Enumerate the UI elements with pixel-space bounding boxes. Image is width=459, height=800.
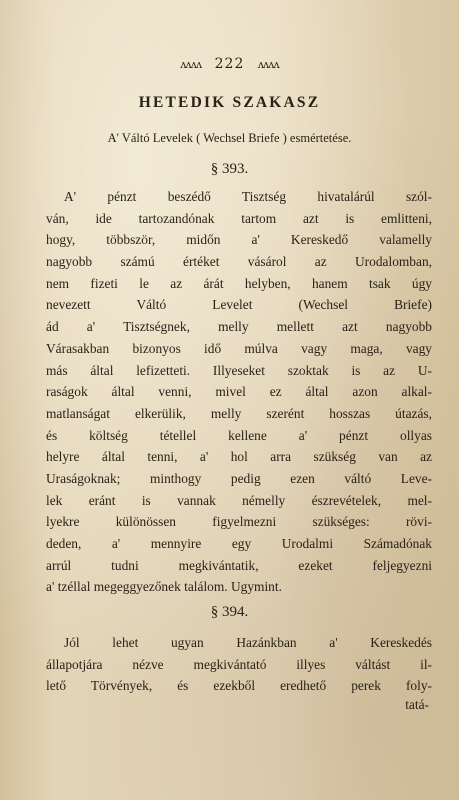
section-title-394: § 394. — [210, 604, 249, 620]
ornament-left-icon: ʌʌʌʌ — [180, 57, 202, 71]
text-line: nagyobb számú értéket vásárol az Urodalomban, — [46, 254, 432, 270]
text-line: lek eránt is vannak némelly észrevételek, mel- — [46, 492, 432, 508]
text-line: helyre által tenni, a' hol arra szükség van az — [46, 449, 432, 465]
text-line: Uraságoknak; minthogy pedig ezen váltó Leve- — [46, 470, 432, 486]
page-header — [0, 56, 459, 72]
text-line: hogy, többször, midőn a' Kereskedő valamelly — [46, 232, 432, 248]
text-line: lyekre különössen figyelmezni szükséges: rövi- — [46, 514, 432, 530]
chapter-heading: HETEDIK SZAKASZ — [138, 94, 321, 111]
paragraph-393 — [46, 186, 432, 598]
paragraph-394 — [46, 632, 432, 697]
text-line: állapotjára nézve megkivántató illyes váltást il- — [46, 656, 432, 672]
text-line: a' tzéllal megeggyezőnek találom. Ugymint. — [46, 579, 282, 595]
text-line: Jól lehet ugyan Hazánkban a' Kereskedés — [64, 635, 432, 650]
page-number: 222 — [214, 56, 245, 72]
text-line: nem fizeti le az árát helyben, hanem tsak úgy — [46, 275, 432, 291]
text-line: lető Törvények, és ezekből eredhető perek foly- — [46, 678, 432, 694]
ornament-right-icon: ʌʌʌʌ — [257, 57, 279, 71]
section-title-393: § 393. — [210, 161, 249, 177]
text-line: arrúl tudni megkivántatik, ezeket feljegyezni — [46, 557, 432, 573]
text-line: ád a' Tisztségnek, melly mellett azt nagyobb — [46, 319, 432, 335]
text-line: A' pénzt beszédő Tisztség hivatalárúl szól- — [64, 189, 432, 204]
text-line: ván, ide tartozandónak tartom azt is emlitteni, — [46, 210, 432, 226]
text-line: más által lefizetteti. Illyeseket szoktak is az U- — [46, 362, 432, 378]
text-line: deden, a' mennyire egy Urodalmi Számadónak — [46, 536, 432, 551]
catchword: tatá- — [405, 697, 429, 712]
chapter-subheading: A' Váltó Levelek ( Wechsel Briefe ) esmértetése. — [107, 131, 352, 145]
text-line: raságok által venni, mivel ez által azon alkal- — [46, 384, 432, 400]
text-line: Várasakban bizonyos idő múlva vagy maga, vagy — [46, 340, 432, 356]
text-line: matlanságat elkerülik, melly szerént hosszas útazás, — [46, 405, 432, 421]
text-line: nevezett Váltó Levelet (Wechsel Briefe) — [46, 297, 432, 313]
text-line: és költség tétellel kellene a' pénzt ollyas — [46, 427, 432, 443]
